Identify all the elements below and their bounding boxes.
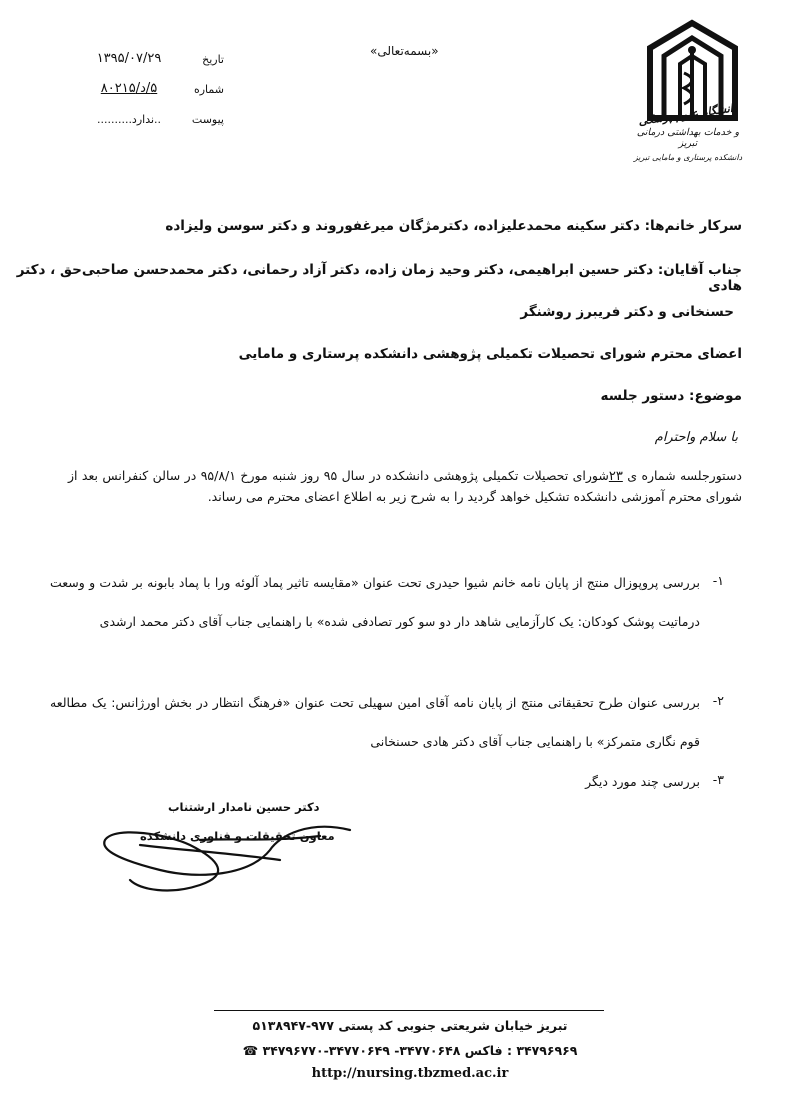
addressee-gentlemen-line1: جناب آقایان: دکتر حسین ابراهیمی، دکتر وحید زمان زاده، دکتر آزاد رحمانی، دکتر محمدحسن صاحبی‌حق ، دکتر هادی bbox=[16, 262, 742, 294]
signatory-name: دکتر حسین نامدار ارشتناب bbox=[168, 800, 320, 814]
agenda-item: بررسی عنوان طرح تحقیقاتی منتج از پایان نامه آقای امین سهیلی تحت عنوان «فرهنگ انتظار در بخش اورژانس: یک مطالعه قوم نگاری متمرکز» با راهنمایی جناب آقای دکتر هادی حسنخانی bbox=[50, 695, 700, 749]
logo-line-faculty: دانشکده پرستاری و مامایی تبریز bbox=[633, 153, 743, 162]
footer-address: تبریز خیابان شریعتی جنوبی کد پستی ۹۷۷-۵۱۳۸۹۴۷ bbox=[252, 1018, 568, 1033]
logo-line-university: دانشگاه علوم پزشکی bbox=[637, 101, 739, 128]
date-row bbox=[84, 36, 224, 66]
footer-phones: ۳۴۷۹۶۹۶۹ : فاکس ۳۴۷۷۰۶۴۸- ۳۴۷۷۰۶۴۹-۳۴۷۹۶۷۷۰ ☎ bbox=[242, 1043, 578, 1058]
item-number: ۲- bbox=[712, 693, 724, 708]
agenda-item: بررسی چند مورد دیگر bbox=[585, 774, 700, 789]
item-number: ۳- bbox=[712, 772, 724, 787]
greeting: با سلام واحترام bbox=[654, 430, 738, 445]
footer-divider bbox=[214, 1010, 604, 1011]
basmala-heading: «بسمه‌تعالی» bbox=[370, 44, 439, 58]
signatory-title: معاون تحقیقات و فناوری دانشکده bbox=[140, 829, 335, 843]
attachment-value: ..ندارد.......... bbox=[96, 113, 162, 126]
item-number: ۱- bbox=[712, 573, 724, 588]
intro-paragraph bbox=[68, 466, 742, 507]
intro-pre: دستورجلسه شماره ی bbox=[622, 468, 742, 483]
intro-post: شورای تحصیلات تکمیلی پژوهشی دانشکده در سال ۹۵ روز شنبه مورخ ۹۵/۸/۱ در سالن کنفرانس بعد از شورای محترم آموزشی دانشکده تشکیل خواهد گردید را به شرح زیر به اطلاع اعضای محترم می رساند. bbox=[68, 468, 742, 504]
addressee-ladies: سرکار خانم‌ها: دکتر سکینه محمدعلیزاده، دکترمژگان میرغفوروند و دکتر سوسن ولیزاده bbox=[165, 218, 742, 234]
addressee-gentlemen-line2: حسنخانی و دکتر فریبرز روشنگر bbox=[520, 304, 734, 320]
number-value: ۵/د/۸۰۲۱۵ bbox=[100, 81, 158, 96]
number-row bbox=[84, 66, 224, 96]
council-members: اعضای محترم شورای تحصیلات تکمیلی پژوهشی دانشکده پرستاری و مامایی bbox=[238, 346, 742, 362]
letter-meta bbox=[84, 36, 224, 126]
number-label: شماره bbox=[193, 83, 224, 96]
footer-website-link[interactable]: http://nursing.tbzmed.ac.ir bbox=[311, 1066, 509, 1081]
logo-line-services: و خدمات بهداشتی درمانی تبریز bbox=[636, 127, 740, 149]
attachment-row bbox=[84, 96, 224, 126]
date-value: ۱۳۹۵/۰۷/۲۹ bbox=[96, 51, 162, 66]
attachment-label: پیوست bbox=[191, 113, 224, 126]
agenda-item: بررسی پروپوزال منتج از پایان نامه خانم شیوا حیدری تحت عنوان «مقایسه تاثیر پماد آلوئه ورا با پماد بابونه بر شدت و وسعت درماتیت پوشک کودکان: یک کارآزمایی شاهد دار دو سو کور تصادفی شده» با راهنمایی جناب آقای دکتر محمد ارشدی bbox=[50, 575, 700, 629]
date-label: تاریخ bbox=[202, 53, 224, 66]
logo-caption bbox=[628, 101, 748, 162]
session-number: ۲۳ bbox=[608, 469, 623, 484]
subject-line: موضوع: دستور جلسه bbox=[600, 388, 742, 404]
